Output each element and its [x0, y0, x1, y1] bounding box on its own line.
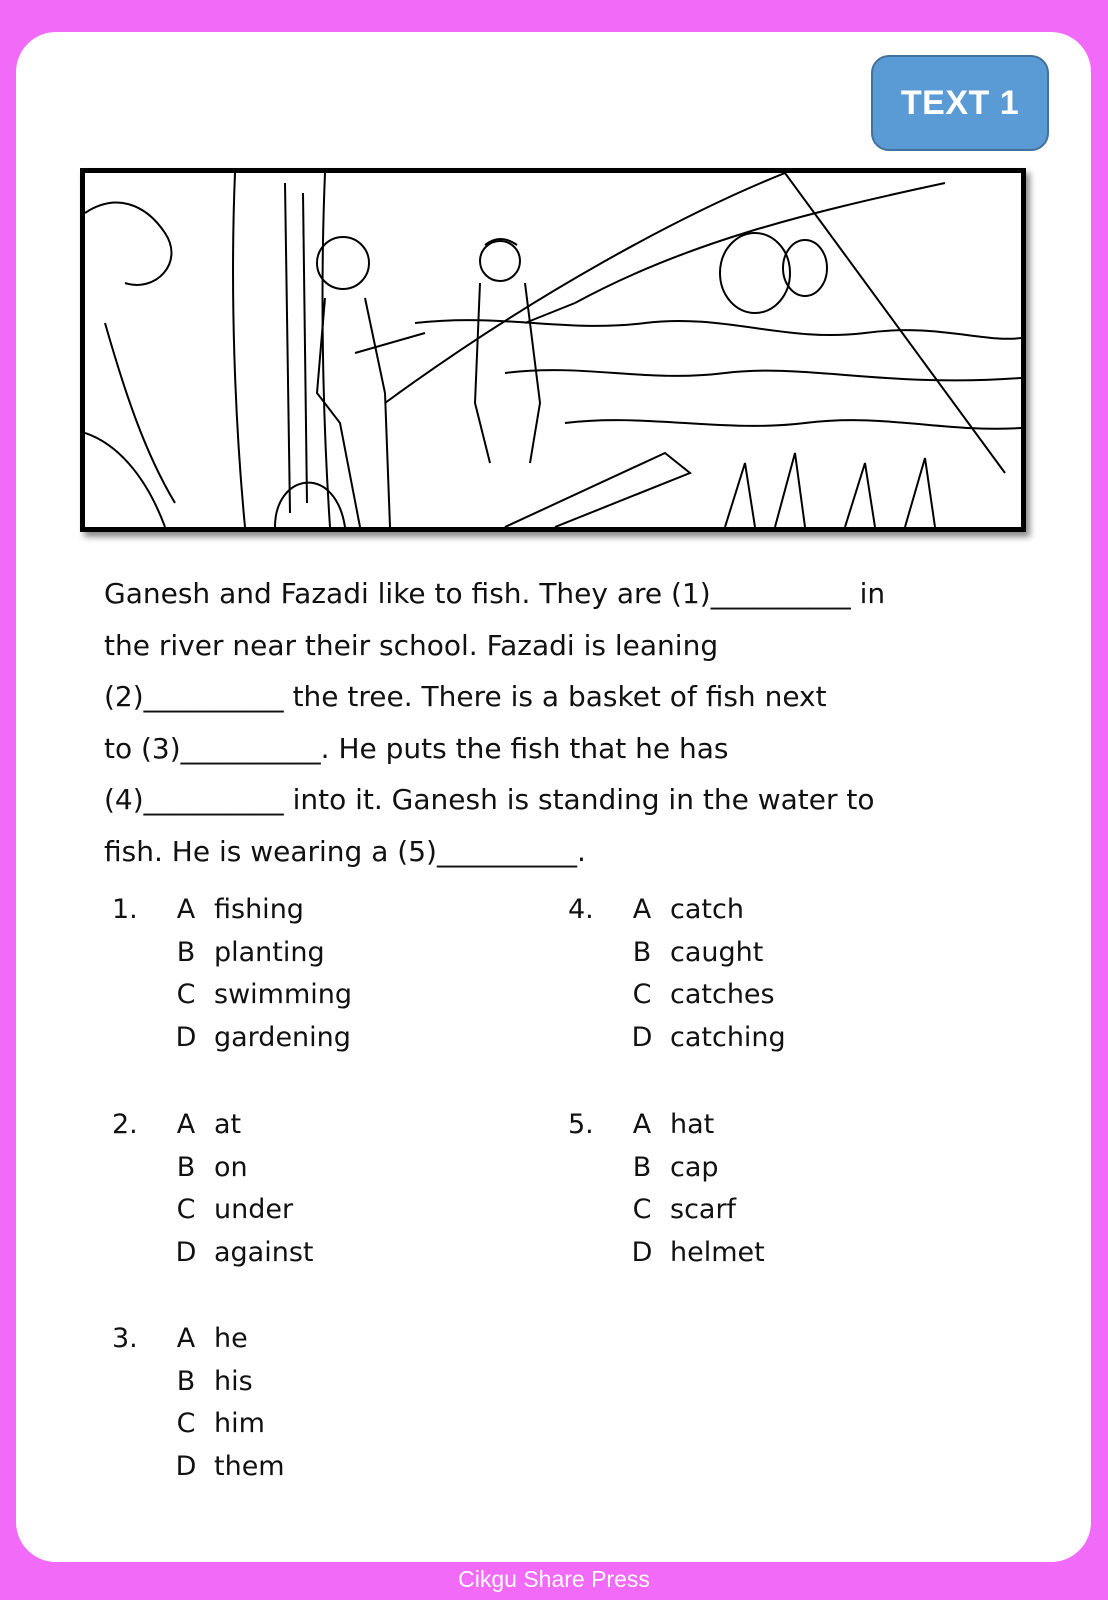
option-letter: D	[631, 1021, 653, 1053]
option-text[interactable]: gardening	[214, 1021, 351, 1053]
footer-credit: Cikgu Share Press	[458, 1566, 650, 1592]
option-text[interactable]: catching	[670, 1021, 786, 1053]
option-letter: D	[175, 1236, 197, 1268]
passage-line: the river near their school. Fazadi is leaning	[104, 628, 719, 662]
question-number: 1.	[112, 894, 138, 925]
option-letter: C	[176, 1194, 196, 1225]
question-number: 4.	[568, 894, 594, 925]
text-badge: TEXT 1	[871, 55, 1049, 151]
passage-line: fish. He is wearing a (5)__________.	[104, 834, 586, 868]
passage-line: Ganesh and Fazadi like to fish. They are (1)__________ in	[104, 577, 886, 610]
option-text[interactable]: catch	[670, 894, 744, 925]
option-letter: A	[632, 1109, 652, 1140]
option-text[interactable]: his	[214, 1365, 253, 1397]
question-2	[112, 1104, 314, 1274]
question-number: 5.	[568, 1109, 594, 1140]
option-letter: C	[632, 1194, 652, 1225]
passage-line: to (3)__________. He puts the fish that he has	[104, 731, 729, 765]
option-letter: D	[175, 1021, 197, 1053]
option-letter: A	[176, 1323, 196, 1354]
question-5	[568, 1104, 765, 1274]
option-text[interactable]: planting	[214, 936, 325, 968]
option-text[interactable]: under	[214, 1194, 294, 1225]
option-text[interactable]: caught	[670, 936, 764, 968]
option-letter: C	[176, 979, 196, 1010]
option-text[interactable]: against	[214, 1236, 314, 1268]
option-text[interactable]: catches	[670, 979, 775, 1010]
passage-line: (4)__________ into it. Ganesh is standing in the water to	[104, 783, 875, 816]
question-3	[112, 1318, 285, 1488]
option-text[interactable]: scarf	[670, 1194, 737, 1225]
question-number: 2.	[112, 1109, 138, 1140]
question-1	[112, 889, 352, 1059]
option-letter: B	[176, 1151, 196, 1183]
option-text[interactable]: them	[214, 1450, 285, 1482]
option-letter: D	[631, 1236, 653, 1268]
option-text[interactable]: cap	[670, 1151, 719, 1183]
option-text[interactable]: at	[214, 1109, 242, 1140]
option-letter: A	[176, 1109, 196, 1140]
option-letter: C	[176, 1408, 196, 1439]
option-letter: B	[176, 1365, 196, 1397]
option-text[interactable]: helmet	[670, 1236, 765, 1268]
option-letter: D	[175, 1450, 197, 1482]
option-text[interactable]: hat	[670, 1109, 715, 1140]
illustration-drawing	[85, 173, 1021, 527]
passage-line: (2)__________ the tree. There is a basket of fish next	[104, 680, 827, 713]
question-4	[568, 889, 786, 1059]
option-letter: B	[632, 1151, 652, 1183]
option-letter: A	[632, 894, 652, 925]
option-letter: A	[176, 894, 196, 925]
option-letter: B	[632, 936, 652, 968]
option-text[interactable]: he	[214, 1323, 248, 1354]
option-letter: B	[176, 936, 196, 968]
option-letter: C	[632, 979, 652, 1010]
reading-passage	[104, 568, 1010, 877]
option-text[interactable]: swimming	[214, 979, 353, 1010]
question-number: 3.	[112, 1323, 138, 1354]
option-text[interactable]: on	[214, 1151, 248, 1183]
fishing-illustration	[80, 168, 1026, 532]
option-text[interactable]: him	[214, 1408, 265, 1439]
option-text[interactable]: fishing	[214, 894, 304, 925]
